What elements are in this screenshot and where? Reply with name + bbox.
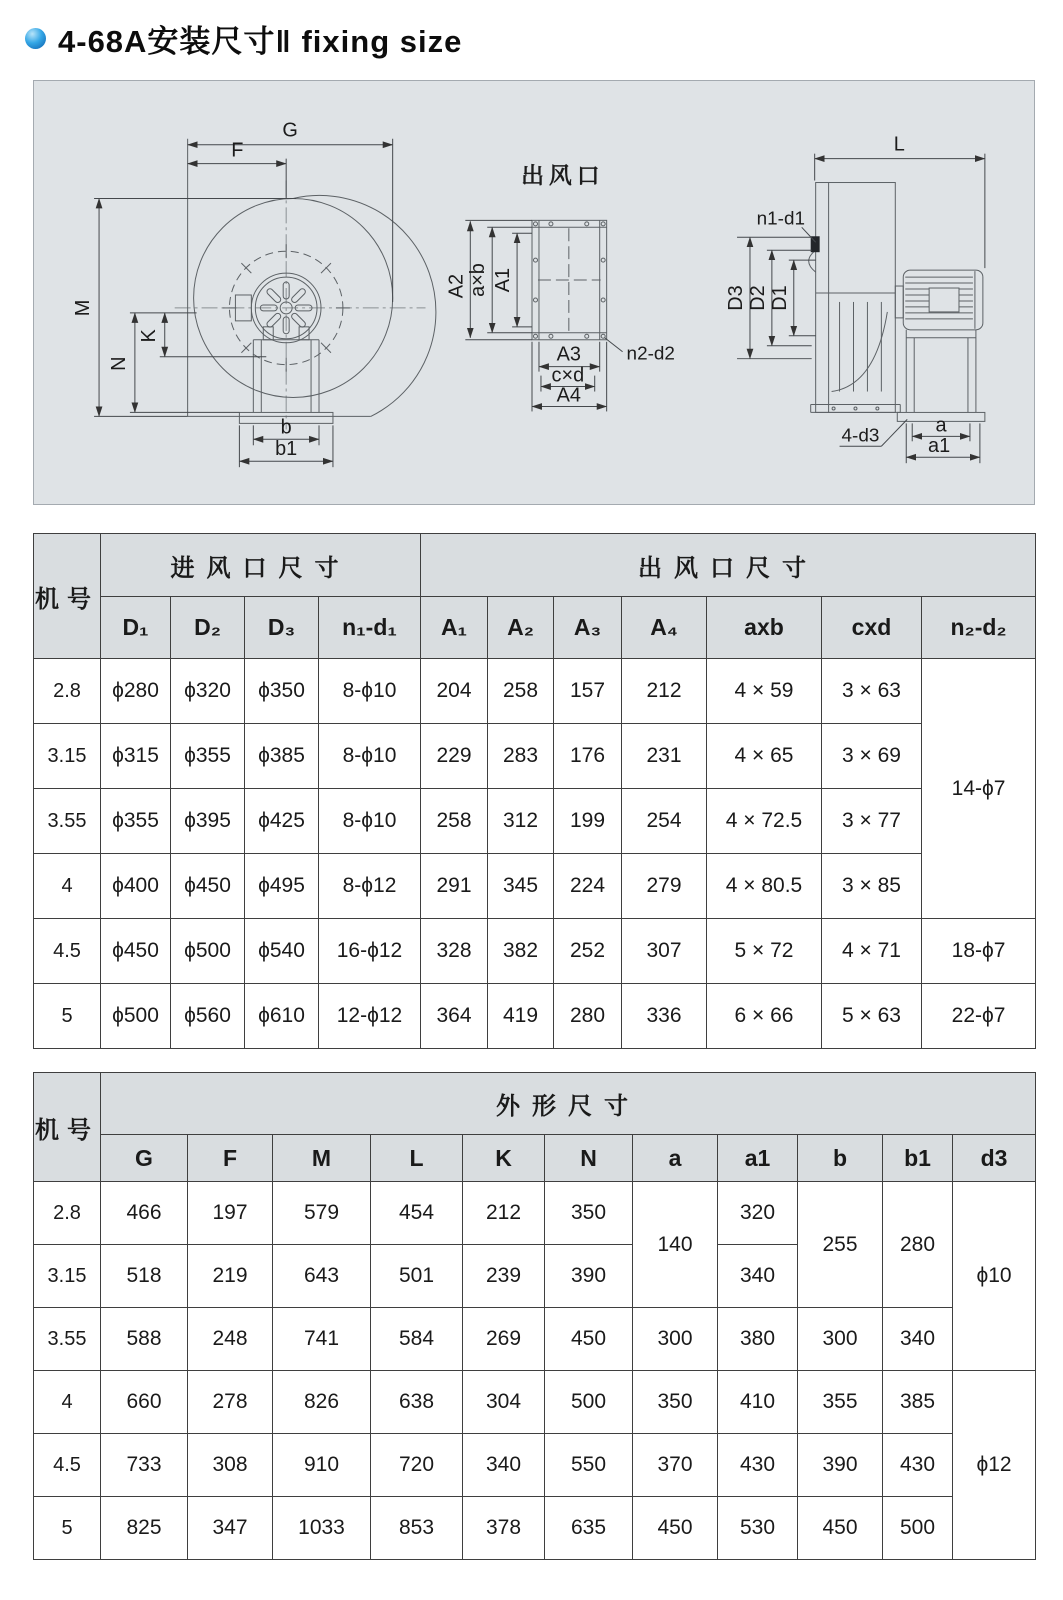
- side-view: [809, 183, 985, 422]
- model-cell: 3.55: [34, 1308, 101, 1371]
- cell: ϕ560: [171, 984, 245, 1049]
- cell: 320: [718, 1182, 798, 1245]
- dim-label-m: M: [72, 299, 95, 317]
- cell: 454: [371, 1182, 463, 1245]
- cell: 291: [421, 854, 488, 919]
- dim-label-f: F: [231, 139, 244, 162]
- cell: 720: [371, 1434, 463, 1497]
- drawing-panel: [33, 80, 1035, 505]
- cell: 231: [622, 724, 707, 789]
- cell: 307: [622, 919, 707, 984]
- cell: 588: [101, 1308, 188, 1371]
- model-cell: 4.5: [34, 919, 101, 984]
- cell: 239: [463, 1245, 545, 1308]
- cell: 825: [101, 1497, 188, 1560]
- cell: 733: [101, 1434, 188, 1497]
- merged-cell-d3: ϕ10: [953, 1182, 1036, 1371]
- dim-label-g: G: [282, 119, 298, 142]
- blue-dot-icon: [25, 28, 46, 49]
- cell: ϕ540: [245, 919, 319, 984]
- overall-size-table: [33, 1072, 1036, 1560]
- cell: ϕ280: [101, 659, 171, 724]
- cell: 340: [463, 1434, 545, 1497]
- cell: ϕ610: [245, 984, 319, 1049]
- cell: 355: [798, 1371, 883, 1434]
- front-view: [175, 139, 436, 430]
- technical-drawing: [34, 81, 1034, 504]
- model-cell: 3.55: [34, 789, 101, 854]
- inlet-outlet-size-table: [33, 533, 1036, 1049]
- cell: 308: [188, 1434, 273, 1497]
- cell: 224: [554, 854, 622, 919]
- cell: 328: [421, 919, 488, 984]
- col-header: A₁: [421, 597, 488, 659]
- cell: 518: [101, 1245, 188, 1308]
- cell: 12-ϕ12: [319, 984, 421, 1049]
- cell: 280: [554, 984, 622, 1049]
- cell: 382: [488, 919, 554, 984]
- cell: 385: [883, 1371, 953, 1434]
- dim-label-axb: a×b: [467, 263, 490, 297]
- col-header: L: [371, 1135, 463, 1182]
- cell: ϕ500: [101, 984, 171, 1049]
- col-header: axb: [707, 597, 822, 659]
- col-header: A₃: [554, 597, 622, 659]
- col-header: b1: [883, 1135, 953, 1182]
- cell: 380: [718, 1308, 798, 1371]
- cell: 3 × 63: [822, 659, 922, 724]
- col-header: A₄: [622, 597, 707, 659]
- cell: 8-ϕ12: [319, 854, 421, 919]
- dim-label-a2: A2: [445, 273, 468, 299]
- cell: 450: [545, 1308, 633, 1371]
- cell: 450: [798, 1497, 883, 1560]
- cell: 853: [371, 1497, 463, 1560]
- cell: 300: [633, 1308, 718, 1371]
- cell: 336: [622, 984, 707, 1049]
- cell: 258: [421, 789, 488, 854]
- cell: 176: [554, 724, 622, 789]
- dim-label-a1-side: a1: [928, 435, 951, 458]
- cell: ϕ350: [245, 659, 319, 724]
- merged-cell-b: 255: [798, 1182, 883, 1308]
- col-header: D₃: [245, 597, 319, 659]
- col-header: K: [463, 1135, 545, 1182]
- col-header: M: [273, 1135, 371, 1182]
- cell: 300: [798, 1308, 883, 1371]
- cell: 638: [371, 1371, 463, 1434]
- group-header-inlet: 进风口尺寸: [101, 534, 421, 597]
- col-header: cxd: [822, 597, 922, 659]
- dim-label-n: N: [107, 356, 130, 371]
- section-header: [25, 16, 462, 61]
- cell: 340: [718, 1245, 798, 1308]
- cell: ϕ320: [171, 659, 245, 724]
- model-cell: 5: [34, 1497, 101, 1560]
- cell: 4 × 65: [707, 724, 822, 789]
- cell: 350: [633, 1371, 718, 1434]
- cell: 340: [883, 1308, 953, 1371]
- col-header: G: [101, 1135, 188, 1182]
- dim-label-d2: D2: [746, 285, 769, 311]
- cell: 199: [554, 789, 622, 854]
- col-header: F: [188, 1135, 273, 1182]
- cell: 660: [101, 1371, 188, 1434]
- col-header: a1: [718, 1135, 798, 1182]
- cell: ϕ425: [245, 789, 319, 854]
- cell: 219: [188, 1245, 273, 1308]
- cell: 350: [545, 1182, 633, 1245]
- cell: 450: [633, 1497, 718, 1560]
- cell: 579: [273, 1182, 371, 1245]
- model-cell: 4.5: [34, 1434, 101, 1497]
- cell: ϕ395: [171, 789, 245, 854]
- cell: 269: [463, 1308, 545, 1371]
- cell: ϕ450: [101, 919, 171, 984]
- col-header: A₂: [488, 597, 554, 659]
- cell: 5 × 72: [707, 919, 822, 984]
- cell: ϕ400: [101, 854, 171, 919]
- col-header: n₂-d₂: [922, 597, 1036, 659]
- cell: 364: [421, 984, 488, 1049]
- dim-label-b1: b1: [275, 438, 298, 461]
- cell: 254: [622, 789, 707, 854]
- model-cell: 3.15: [34, 724, 101, 789]
- cell: 1033: [273, 1497, 371, 1560]
- col-header: d3: [953, 1135, 1036, 1182]
- model-cell: 5: [34, 984, 101, 1049]
- cell: 370: [633, 1434, 718, 1497]
- dim-label-a-side: a: [935, 414, 947, 437]
- cell: 4 × 80.5: [707, 854, 822, 919]
- dim-label-d1: D1: [768, 285, 791, 311]
- cell: 500: [545, 1371, 633, 1434]
- outlet-view: [532, 220, 607, 339]
- cell: 3 × 85: [822, 854, 922, 919]
- model-cell: 4: [34, 1371, 101, 1434]
- cell: 8-ϕ10: [319, 659, 421, 724]
- cell: 212: [463, 1182, 545, 1245]
- cell: ϕ355: [171, 724, 245, 789]
- cell: 278: [188, 1371, 273, 1434]
- cell: 248: [188, 1308, 273, 1371]
- dim-label-a3: A3: [556, 343, 582, 366]
- front-view-dims: [94, 139, 393, 467]
- cell: 347: [188, 1497, 273, 1560]
- cell: 5 × 63: [822, 984, 922, 1049]
- col-header: D₁: [101, 597, 171, 659]
- cell: 345: [488, 854, 554, 919]
- cell: ϕ355: [101, 789, 171, 854]
- cell: 229: [421, 724, 488, 789]
- cell: ϕ495: [245, 854, 319, 919]
- cell: 419: [488, 984, 554, 1049]
- cell: 204: [421, 659, 488, 724]
- merged-cell-b1: 280: [883, 1182, 953, 1308]
- model-cell: 4: [34, 854, 101, 919]
- cell: 212: [622, 659, 707, 724]
- cell: ϕ315: [101, 724, 171, 789]
- cell: 197: [188, 1182, 273, 1245]
- cell: ϕ450: [171, 854, 245, 919]
- cell: 466: [101, 1182, 188, 1245]
- dim-label-n2d2: n2-d2: [626, 343, 675, 365]
- cell: ϕ385: [245, 724, 319, 789]
- cell: 6 × 66: [707, 984, 822, 1049]
- dim-label-a4: A4: [556, 384, 582, 407]
- dim-label-4d3: 4-d3: [841, 425, 880, 447]
- cell: 430: [883, 1434, 953, 1497]
- outlet-view-dims: [465, 220, 622, 411]
- cell: 584: [371, 1308, 463, 1371]
- cell: 500: [883, 1497, 953, 1560]
- model-cell: 2.8: [34, 659, 101, 724]
- cell: 4 × 72.5: [707, 789, 822, 854]
- cell: 18-ϕ7: [922, 919, 1036, 984]
- col-header: a: [633, 1135, 718, 1182]
- cell: 826: [273, 1371, 371, 1434]
- cell: 258: [488, 659, 554, 724]
- corner-header: 机号: [34, 534, 101, 659]
- cell: 378: [463, 1497, 545, 1560]
- cell: 8-ϕ10: [319, 724, 421, 789]
- page-title: 4-68A安装尺寸‖ fixing size: [58, 24, 463, 59]
- merged-cell-n2d2: 14-ϕ7: [922, 659, 1036, 919]
- cell: 4 × 59: [707, 659, 822, 724]
- cell: 157: [554, 659, 622, 724]
- dim-label-n1d1: n1-d1: [756, 208, 806, 230]
- cell: 16-ϕ12: [319, 919, 421, 984]
- col-header: n₁-d₁: [319, 597, 421, 659]
- col-header: N: [545, 1135, 633, 1182]
- dim-label-cxd: c×d: [551, 364, 585, 387]
- cell: 3 × 69: [822, 724, 922, 789]
- dim-label-b: b: [280, 416, 292, 439]
- cell: 910: [273, 1434, 371, 1497]
- merged-cell-a: 140: [633, 1182, 718, 1308]
- col-header: D₂: [171, 597, 245, 659]
- cell: 283: [488, 724, 554, 789]
- model-cell: 3.15: [34, 1245, 101, 1308]
- cell: ϕ500: [171, 919, 245, 984]
- cell: 390: [545, 1245, 633, 1308]
- dim-label-d3: D3: [725, 285, 748, 311]
- cell: 304: [463, 1371, 545, 1434]
- col-header: b: [798, 1135, 883, 1182]
- cell: 3 × 77: [822, 789, 922, 854]
- outlet-title: 出风口: [521, 162, 605, 189]
- cell: 4 × 71: [822, 919, 922, 984]
- dim-label-k: K: [137, 329, 160, 343]
- model-cell: 2.8: [34, 1182, 101, 1245]
- cell: 635: [545, 1497, 633, 1560]
- merged-cell-d3: ϕ12: [953, 1371, 1036, 1560]
- cell: 501: [371, 1245, 463, 1308]
- cell: 643: [273, 1245, 371, 1308]
- group-header-outlet: 出风口尺寸: [421, 534, 1036, 597]
- cell: 252: [554, 919, 622, 984]
- cell: 390: [798, 1434, 883, 1497]
- cell: 8-ϕ10: [319, 789, 421, 854]
- cell: 430: [718, 1434, 798, 1497]
- group-header-overall: 外形尺寸: [101, 1073, 1036, 1135]
- cell: 530: [718, 1497, 798, 1560]
- cell: 22-ϕ7: [922, 984, 1036, 1049]
- cell: 312: [488, 789, 554, 854]
- cell: 279: [622, 854, 707, 919]
- cell: 410: [718, 1371, 798, 1434]
- cell: 741: [273, 1308, 371, 1371]
- cell: 550: [545, 1434, 633, 1497]
- dim-label-l: L: [893, 133, 905, 156]
- corner-header: 机号: [34, 1073, 101, 1182]
- dim-label-a1-outlet: A1: [492, 267, 515, 293]
